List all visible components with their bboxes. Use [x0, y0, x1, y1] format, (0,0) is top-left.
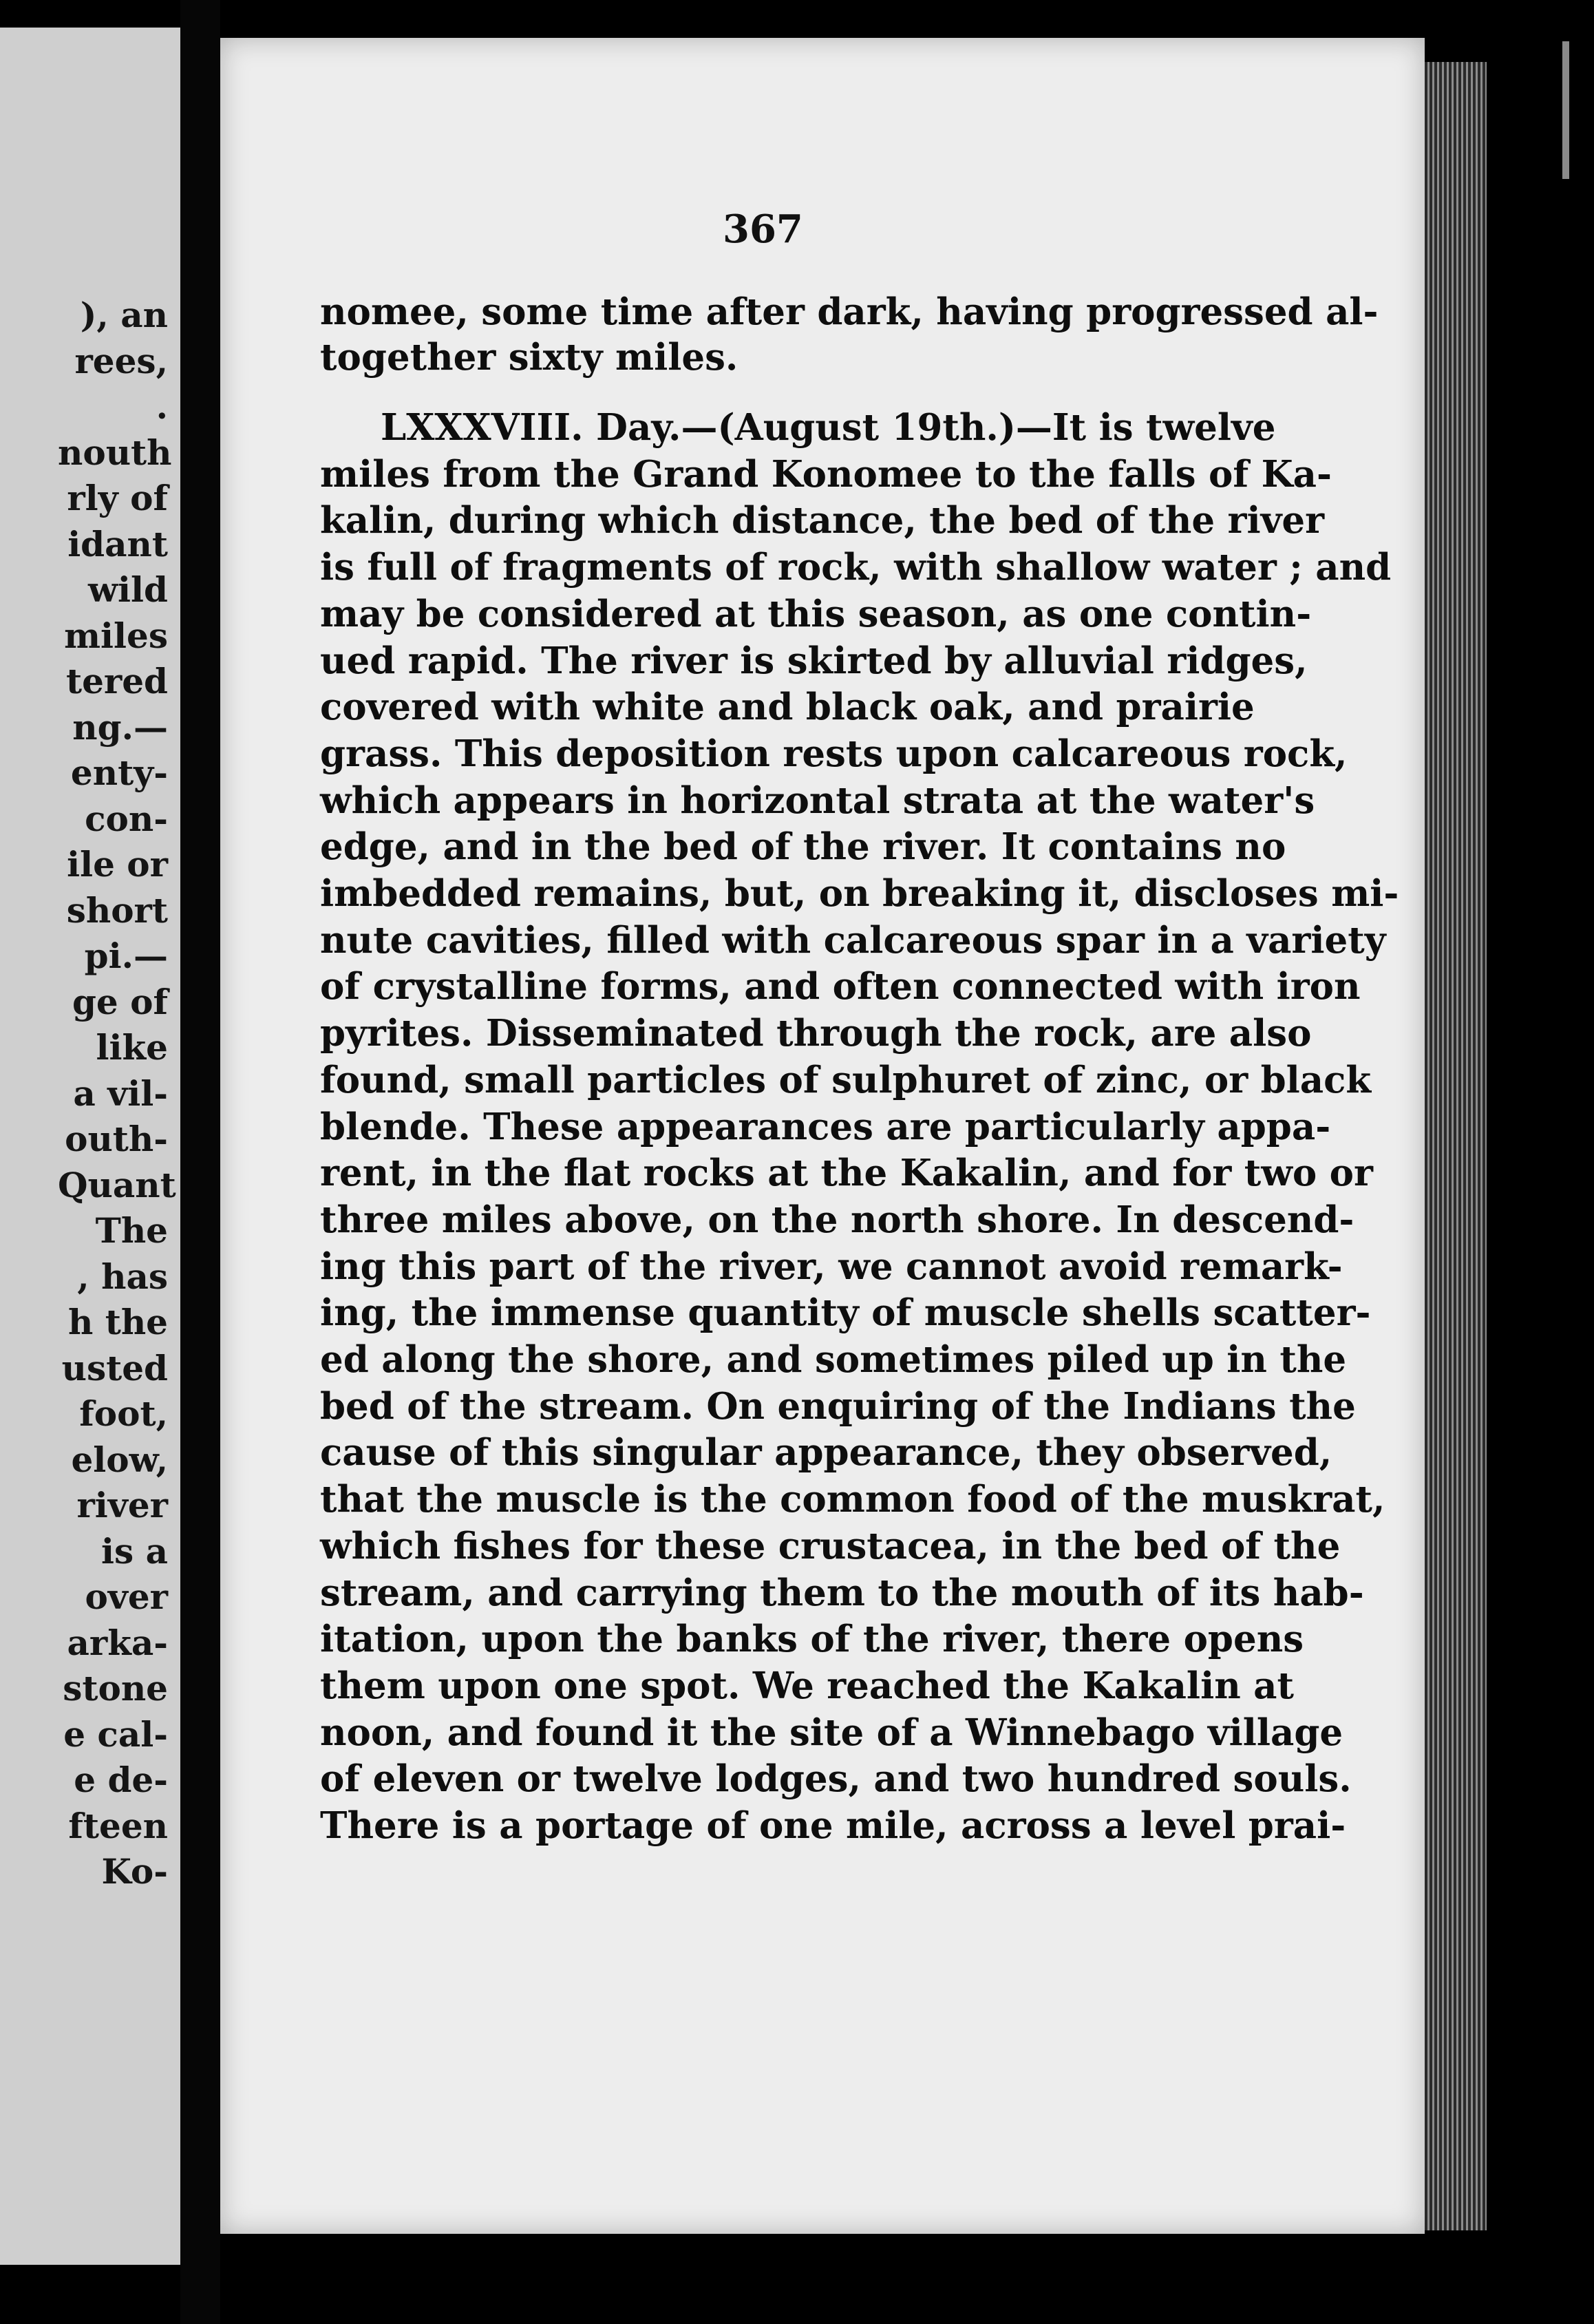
text-line: three miles above, on the north shore. In descend-	[320, 1198, 1354, 1241]
left-page-fragment: .	[156, 386, 168, 427]
text-line: that the muscle is the common food of the muskrat,	[320, 1478, 1385, 1521]
book-gutter	[180, 0, 220, 2324]
text-line: blende. These appearances are particularly appa-	[320, 1105, 1331, 1148]
text-line: ing, the immense quantity of muscle shells scatter-	[320, 1291, 1371, 1335]
text-line: of crystalline forms, and often connected with iron	[320, 965, 1361, 1008]
left-page-fragment: like	[96, 1027, 168, 1068]
text-line: miles from the Grand Konomee to the falls of Ka-	[320, 452, 1332, 496]
text-line: together sixty miles.	[320, 336, 738, 379]
left-page-fragment: Quant	[58, 1164, 176, 1205]
left-page-fragment: enty-	[70, 752, 168, 793]
left-page-fragment: ng.—	[72, 706, 168, 748]
left-page-fragment: elow,	[71, 1439, 168, 1480]
left-page-fragment: ge of	[72, 981, 168, 1022]
text-line: stream, and carrying them to the mouth of its hab-	[320, 1571, 1364, 1614]
text-line: them upon one spot. We reached the Kakalin at	[320, 1664, 1295, 1707]
text-line: cause of this singular appearance, they observed,	[320, 1431, 1332, 1475]
page-edge	[1425, 62, 1487, 2230]
left-page-fragment: e cal-	[63, 1713, 168, 1755]
left-page-fragment: a vil-	[73, 1073, 168, 1114]
text-line: rent, in the flat rocks at the Kakalin, and for two or	[320, 1152, 1373, 1195]
text-line: which appears in horizontal strata at the water's	[320, 779, 1315, 822]
left-page-fragment: foot,	[79, 1393, 168, 1434]
left-page-fragment: arka-	[67, 1622, 168, 1663]
text-line: of eleven or twelve lodges, and two hundred souls.	[320, 1757, 1352, 1801]
left-page-fragment: wild	[88, 569, 168, 610]
left-page-fragment: usted	[61, 1347, 168, 1388]
text-line: bed of the stream. On enquiring of the Indians the	[320, 1384, 1356, 1428]
binding-mark	[1562, 41, 1569, 179]
text-line: imbedded remains, but, on breaking it, discloses mi-	[320, 872, 1399, 915]
text-line: found, small particles of sulphuret of zinc, or black	[320, 1058, 1372, 1101]
text-line: grass. This deposition rests upon calcareous rock,	[320, 732, 1348, 775]
left-page-fragment: , has	[77, 1256, 168, 1297]
left-page-fragment: nouth	[58, 432, 172, 473]
text-line: pyrites. Disseminated through the rock, are also	[320, 1012, 1312, 1055]
text-line: ing this part of the river, we cannot avoid remark-	[320, 1245, 1343, 1288]
left-page-fragment: miles	[64, 615, 168, 656]
text-line: ued rapid. The river is skirted by alluvial ridges,	[320, 639, 1308, 682]
left-page-fragment: is a	[101, 1530, 168, 1572]
text-line: There is a portage of one mile, across a level prai-	[320, 1804, 1346, 1847]
left-page-fragment: h the	[67, 1302, 168, 1342]
text-line: covered with white and black oak, and prairie	[320, 686, 1255, 729]
text-line: kalin, during which distance, the bed of the river	[320, 499, 1325, 542]
left-page-fragment: outh-	[65, 1119, 168, 1159]
left-page-fragment: The	[95, 1210, 168, 1251]
left-page-fragment: stone	[63, 1668, 168, 1709]
left-page-fragment: pi.—	[84, 936, 168, 976]
left-page-fragment: idant	[67, 523, 168, 564]
left-page-fragment: fteen	[68, 1805, 168, 1846]
left-page-fragment: short	[66, 889, 168, 931]
left-page-fragment: tered	[65, 661, 168, 701]
text-line: is full of fragments of rock, with shallow water ; and	[320, 546, 1392, 589]
left-page-fragment: con-	[85, 798, 168, 839]
left-page-fragment: ile or	[67, 844, 168, 885]
text-line: which fishes for these crustacea, in the bed of the	[320, 1524, 1341, 1567]
paragraph-start-line: LXXXVIII. Day.—(August 19th.)—It is twelve	[381, 406, 1276, 449]
left-page	[0, 28, 180, 2265]
page-number: 367	[723, 207, 803, 252]
text-line: ed along the shore, and sometimes piled up in the	[320, 1338, 1347, 1381]
text-line: itation, upon the banks of the river, there opens	[320, 1618, 1304, 1661]
left-page-fragment: ), an	[80, 295, 168, 335]
left-page-fragment: e de-	[74, 1760, 168, 1800]
left-page-fragment: Ko-	[101, 1851, 168, 1892]
left-page-fragment: rly of	[67, 478, 168, 518]
text-line: edge, and in the bed of the river. It contains no	[320, 825, 1286, 869]
left-page-fragment: river	[76, 1485, 168, 1525]
text-line: noon, and found it the site of a Winnebago village	[320, 1711, 1343, 1754]
text-line: nomee, some time after dark, having progressed al-	[320, 290, 1379, 333]
text-line: nute cavities, filled with calcareous spar in a variety	[320, 918, 1386, 962]
left-page-fragment: over	[85, 1576, 168, 1617]
left-page-fragment: rees,	[74, 340, 168, 381]
text-line: may be considered at this season, as one contin-	[320, 592, 1312, 635]
